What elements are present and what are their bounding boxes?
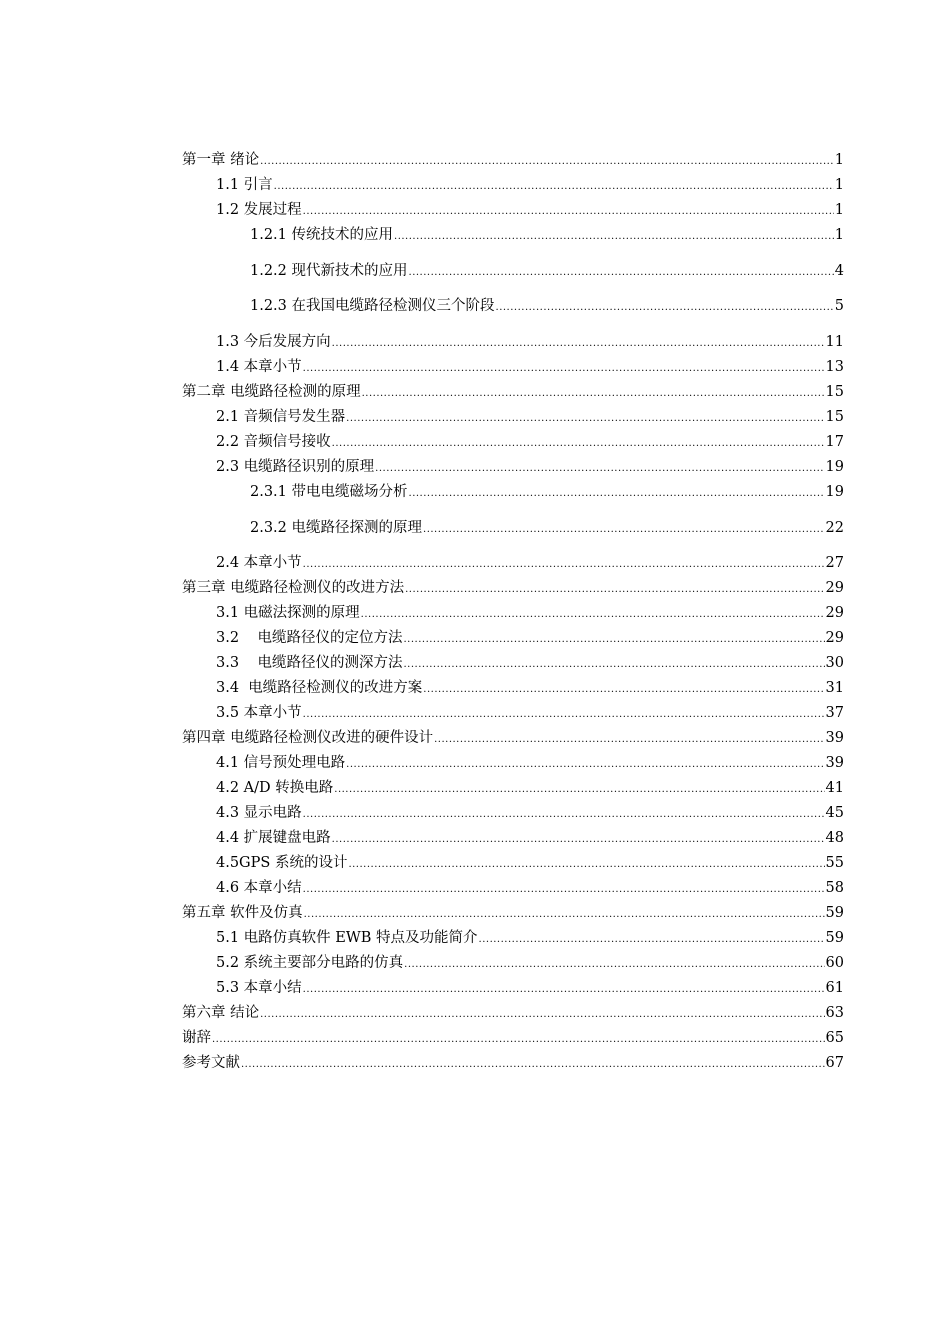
toc-entry-chapter-4[interactable] — [182, 729, 844, 747]
toc-entry-page: 60 — [825, 955, 844, 971]
toc-entry-page: 41 — [825, 780, 844, 796]
dot-leader — [303, 983, 825, 997]
toc-entry-chapter-6[interactable] — [182, 1004, 844, 1022]
toc-entry-page: 1 — [834, 202, 844, 218]
toc-entry-page: 1 — [834, 227, 844, 243]
toc-entry-title: 2.3 电缆路径识别的原理 — [216, 459, 375, 475]
toc-entry-5-2[interactable] — [182, 954, 844, 972]
toc-entry-3-3[interactable] — [182, 654, 844, 672]
toc-entry-page: 31 — [825, 680, 844, 696]
dot-leader — [303, 708, 825, 722]
toc-entry-1-2[interactable] — [182, 201, 844, 219]
toc-entry-page: 19 — [825, 484, 844, 500]
toc-entry-title: 2.3.1 带电电缆磁场分析 — [250, 484, 408, 500]
dot-leader — [348, 858, 824, 872]
toc-entry-1-2-2[interactable] — [182, 262, 844, 280]
dot-leader — [303, 558, 825, 572]
toc-entry-title: 3.1 电磁法探测的原理 — [216, 605, 360, 621]
toc-entry-title: 1.2.1 传统技术的应用 — [250, 227, 394, 243]
toc-entry-page: 63 — [825, 1005, 844, 1021]
toc-entry-2-3-2[interactable] — [182, 519, 844, 537]
toc-entry-title: 1.2 发展过程 — [216, 202, 302, 218]
toc-entry-title: 1.1 引言 — [216, 177, 273, 193]
dot-leader — [404, 633, 825, 647]
toc-entry-title: 第四章 电缆路径检测仪改进的硬件设计 — [182, 730, 434, 746]
toc-entry-2-1[interactable] — [182, 408, 844, 426]
toc-entry-title: 1.3 今后发展方向 — [216, 334, 331, 350]
toc-entry-4-6[interactable] — [182, 879, 844, 897]
toc-entry-page: 5 — [834, 298, 844, 314]
dot-leader — [479, 933, 825, 947]
toc-entry-title: 4.4 扩展键盘电路 — [216, 830, 331, 846]
toc-entry-1-2-1[interactable] — [182, 226, 844, 244]
toc-entry-title: 4.2 A/D 转换电路 — [216, 780, 334, 796]
dot-leader — [274, 180, 834, 194]
dot-leader — [409, 266, 834, 280]
toc-entry-title: 2.1 音频信号发生器 — [216, 409, 346, 425]
dot-leader — [334, 783, 824, 797]
dot-leader — [362, 387, 825, 401]
toc-entry-page: 22 — [825, 520, 844, 536]
toc-entry-references[interactable] — [182, 1054, 844, 1072]
toc-entry-page: 45 — [825, 805, 844, 821]
dot-leader — [303, 205, 834, 219]
dot-leader — [496, 301, 834, 315]
toc-entry-4-3[interactable] — [182, 804, 844, 822]
toc-entry-page: 29 — [825, 605, 844, 621]
dot-leader — [404, 658, 825, 672]
toc-entry-page: 13 — [825, 359, 844, 375]
dot-leader — [303, 362, 825, 376]
toc-entry-page: 19 — [825, 459, 844, 475]
toc-entry-4-2[interactable] — [182, 779, 844, 797]
toc-entry-page: 29 — [825, 630, 844, 646]
toc-entry-title: 3.5 本章小节 — [216, 705, 302, 721]
toc-entry-2-2[interactable] — [182, 433, 844, 451]
toc-entry-title: 第二章 电缆路径检测的原理 — [182, 384, 361, 400]
toc-entry-chapter-1[interactable] — [182, 151, 844, 169]
toc-entry-1-1[interactable] — [182, 176, 844, 194]
dot-leader — [346, 758, 824, 772]
toc-entry-page: 55 — [825, 855, 844, 871]
toc-entry-title: 2.3.2 电缆路径探测的原理 — [250, 520, 423, 536]
toc-entry-2-4[interactable] — [182, 554, 844, 572]
toc-entry-title: 3.4 电缆路径检测仪的改进方案 — [216, 680, 423, 696]
toc-entry-title: 5.1 电路仿真软件 EWB 特点及功能简介 — [216, 930, 478, 946]
toc-entry-page: 37 — [825, 705, 844, 721]
toc-entry-5-1[interactable] — [182, 929, 844, 947]
toc-entry-chapter-5[interactable] — [182, 904, 844, 922]
toc-entry-page: 27 — [825, 555, 844, 571]
toc-entry-title: 4.1 信号预处理电路 — [216, 755, 346, 771]
dot-leader — [212, 1033, 825, 1047]
toc-entry-3-1[interactable] — [182, 604, 844, 622]
dot-leader — [405, 583, 824, 597]
toc-entry-title: 4.3 显示电路 — [216, 805, 302, 821]
toc-entry-3-4[interactable] — [182, 679, 844, 697]
table-of-contents — [182, 148, 844, 1072]
toc-entry-page: 1 — [834, 177, 844, 193]
toc-entry-title: 4.5GPS 系统的设计 — [216, 855, 348, 871]
dot-leader — [332, 833, 825, 847]
dot-leader — [303, 808, 825, 822]
toc-entry-1-3[interactable] — [182, 333, 844, 351]
dot-leader — [375, 462, 824, 476]
toc-entry-2-3-1[interactable] — [182, 483, 844, 501]
dot-leader — [304, 908, 825, 922]
dot-leader — [409, 487, 825, 501]
toc-entry-4-4[interactable] — [182, 829, 844, 847]
toc-entry-page: 17 — [825, 434, 844, 450]
toc-entry-page: 11 — [825, 334, 844, 350]
toc-entry-4-1[interactable] — [182, 754, 844, 772]
toc-entry-page: 59 — [825, 930, 844, 946]
toc-entry-title: 谢辞 — [182, 1030, 211, 1046]
toc-entry-2-3[interactable] — [182, 458, 844, 476]
toc-entry-page: 4 — [834, 263, 844, 279]
dot-leader — [332, 437, 825, 451]
dot-leader — [423, 683, 824, 697]
toc-entry-title: 3.2 电缆路径仪的定位方法 — [216, 630, 403, 646]
toc-entry-chapter-2[interactable] — [182, 383, 844, 401]
toc-entry-4-5[interactable] — [182, 854, 844, 872]
dot-leader — [260, 155, 834, 169]
toc-entry-page: 29 — [825, 580, 844, 596]
toc-entry-title: 参考文献 — [182, 1055, 240, 1071]
toc-entry-page: 39 — [825, 755, 844, 771]
toc-entry-page: 48 — [825, 830, 844, 846]
toc-entry-acknowledgements[interactable] — [182, 1029, 844, 1047]
toc-entry-1-4[interactable] — [182, 358, 844, 376]
dot-leader — [332, 337, 825, 351]
toc-entry-title: 第五章 软件及仿真 — [182, 905, 303, 921]
dot-leader — [404, 958, 824, 972]
toc-entry-1-2-3[interactable] — [182, 297, 844, 315]
toc-entry-title: 5.3 本章小结 — [216, 980, 302, 996]
toc-entry-3-5[interactable] — [182, 704, 844, 722]
toc-entry-page: 1 — [834, 152, 844, 168]
toc-entry-page: 59 — [825, 905, 844, 921]
toc-entry-page: 15 — [825, 384, 844, 400]
toc-entry-3-2[interactable] — [182, 629, 844, 647]
toc-entry-title: 5.2 系统主要部分电路的仿真 — [216, 955, 404, 971]
toc-entry-page: 65 — [825, 1030, 844, 1046]
dot-leader — [241, 1058, 825, 1072]
toc-entry-5-3[interactable] — [182, 979, 844, 997]
toc-entry-chapter-3[interactable] — [182, 579, 844, 597]
toc-entry-title: 4.6 本章小结 — [216, 880, 302, 896]
toc-entry-title: 2.4 本章小节 — [216, 555, 302, 571]
toc-entry-page: 39 — [825, 730, 844, 746]
dot-leader — [423, 523, 825, 537]
toc-entry-page: 30 — [825, 655, 844, 671]
toc-entry-title: 第一章 绪论 — [182, 152, 260, 168]
dot-leader — [394, 230, 834, 244]
dot-leader — [361, 608, 825, 622]
dot-leader — [303, 883, 825, 897]
toc-entry-page: 58 — [825, 880, 844, 896]
dot-leader — [346, 412, 824, 426]
toc-entry-title: 1.4 本章小节 — [216, 359, 302, 375]
toc-entry-page: 61 — [825, 980, 844, 996]
toc-entry-title: 第六章 结论 — [182, 1005, 260, 1021]
toc-entry-title: 1.2.3 在我国电缆路径检测仪三个阶段 — [250, 298, 495, 314]
toc-entry-page: 15 — [825, 409, 844, 425]
dot-leader — [434, 733, 824, 747]
toc-entry-title: 第三章 电缆路径检测仪的改进方法 — [182, 580, 405, 596]
toc-entry-title: 3.3 电缆路径仪的测深方法 — [216, 655, 403, 671]
toc-entry-page: 67 — [825, 1055, 844, 1071]
toc-entry-title: 2.2 音频信号接收 — [216, 434, 331, 450]
dot-leader — [260, 1008, 824, 1022]
toc-entry-title: 1.2.2 现代新技术的应用 — [250, 263, 408, 279]
